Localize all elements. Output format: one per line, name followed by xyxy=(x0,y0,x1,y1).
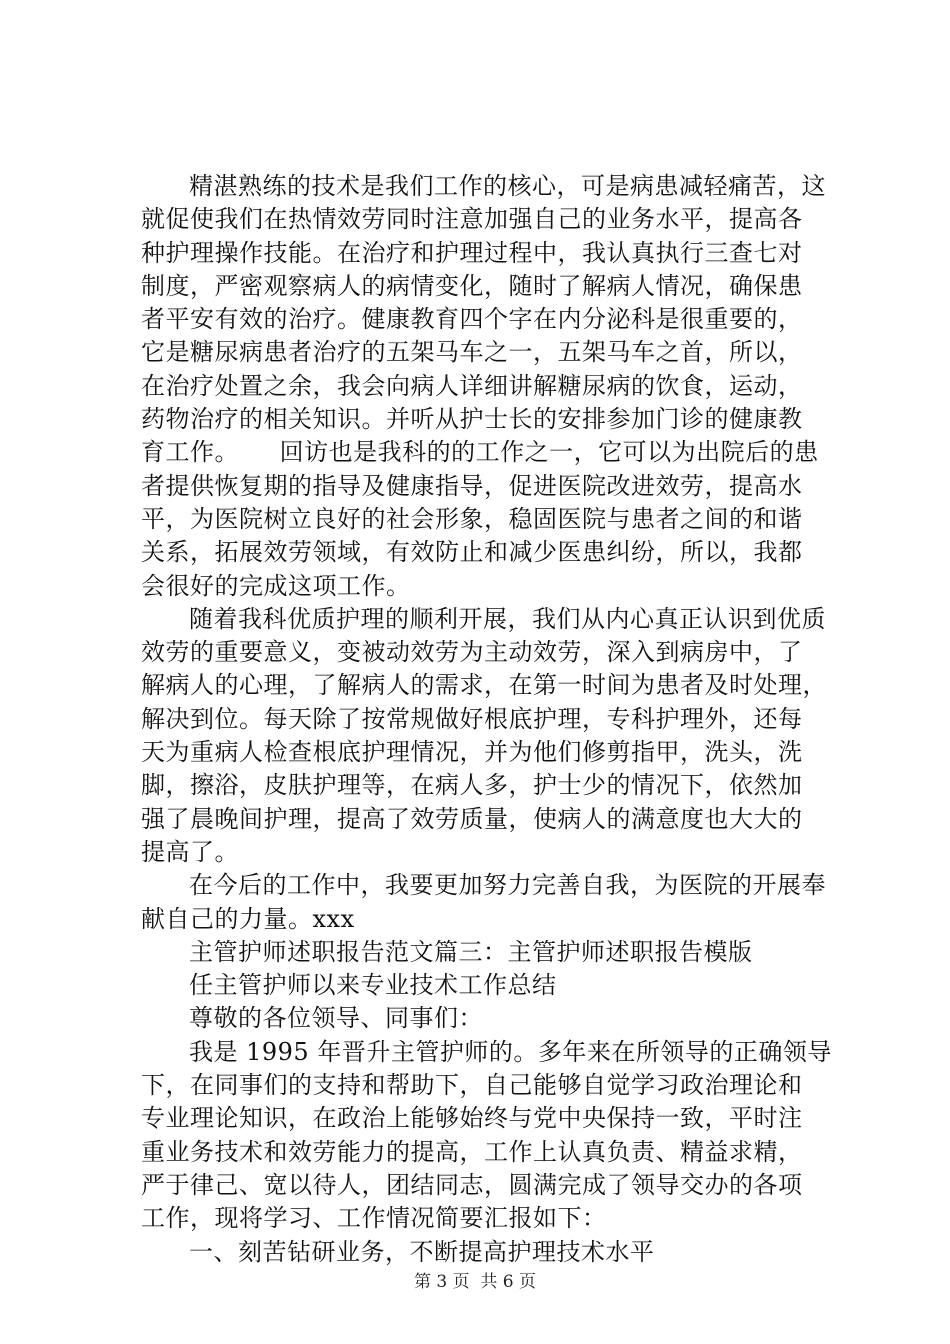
text-line: 者平安有效的治疗。健康教育四个字在内分泌科是很重要的， xyxy=(141,305,803,334)
text-line: 平，为医院树立良好的社会形象，稳固医院与患者之间的和谐 xyxy=(141,504,803,533)
text-line: 会很好的完成这项工作。 xyxy=(141,571,411,600)
page-number-footer: 第 3 页 共 6 页 xyxy=(413,1272,537,1292)
text-line: 提高了。 xyxy=(141,837,239,866)
text-line: 脚，擦浴，皮肤护理等，在病人多，护士少的情况下，依然加 xyxy=(141,771,803,800)
text-line: 工作，现将学习、工作情况简要汇报如下： xyxy=(141,1204,607,1233)
text-line: 严于律己、宽以待人，团结同志，圆满完成了领导交办的各项 xyxy=(141,1170,803,1199)
text-line: 强了晨晚间护理，提高了效劳质量，使病人的满意度也大大的 xyxy=(141,804,803,833)
salutation: 尊敬的各位领导、同事们： xyxy=(189,1004,483,1033)
text-line: 在治疗处置之余，我会向病人详细讲解糖尿病的饮食，运动， xyxy=(141,371,803,400)
text-line: 效劳的重要意义，变被动效劳为主动效劳，深入到病房中，了 xyxy=(141,638,803,667)
text-line: 制度，严密观察病人的病情变化，随时了解病人情况，确保患 xyxy=(141,271,803,300)
text-line: 药物治疗的相关知识。并听从护士长的安排参加门诊的健康教 xyxy=(141,405,803,434)
section-heading: 一、刻苦钻研业务，不断提高护理技术水平 xyxy=(189,1237,655,1266)
text-line: 随着我科优质护理的顺利开展，我们从内心真正认识到优质 xyxy=(189,604,826,633)
subheading: 任主管护师以来专业技术工作总结 xyxy=(189,971,557,1000)
text-line: 种护理操作技能。在治疗和护理过程中，我认真执行三查七对 xyxy=(141,238,803,267)
text-line: 精湛熟练的技术是我们工作的核心，可是病患减轻痛苦，这 xyxy=(189,172,826,200)
text-line: 它是糖尿病患者治疗的五架马车之一，五架马车之首，所以， xyxy=(141,338,803,367)
text-line: 专业理论知识，在政治上能够始终与党中央保持一致，平时注 xyxy=(141,1104,803,1133)
text-line: 献自己的力量。xxx xyxy=(141,904,355,933)
section-heading: 主管护师述职报告范文篇三：主管护师述职报告模版 xyxy=(189,937,753,966)
text-line: 重业务技术和效劳能力的提高，工作上认真负责、精益求精， xyxy=(141,1137,803,1166)
text-line: 我是 1995 年晋升主管护师的。多年来在所领导的正确领导 xyxy=(189,1037,832,1066)
text-line: 关系，拓展效劳领域，有效防止和减少医患纠纷，所以，我都 xyxy=(141,538,803,567)
text-line: 下，在同事们的支持和帮助下，自己能够自觉学习政治理论和 xyxy=(141,1071,803,1100)
text-line: 解决到位。每天除了按常规做好根底护理，专科护理外，还每 xyxy=(141,704,803,733)
text-line: 者提供恢复期的指导及健康指导，促进医院改进效劳，提高水 xyxy=(141,471,803,500)
text-line: 在今后的工作中，我要更加努力完善自我，为医院的开展奉 xyxy=(189,871,826,900)
text-line: 就促使我们在热情效劳同时注意加强自己的业务水平，提高各 xyxy=(141,205,803,234)
document-body xyxy=(141,170,831,1269)
text-line: 解病人的心理，了解病人的需求，在第一时间为患者及时处理， xyxy=(141,671,827,700)
text-line: 天为重病人检查根底护理情况，并为他们修剪指甲，洗头，洗 xyxy=(141,738,803,767)
text-line: 育工作。 回访也是我科的的工作之一，它可以为出院后的患 xyxy=(141,438,819,467)
